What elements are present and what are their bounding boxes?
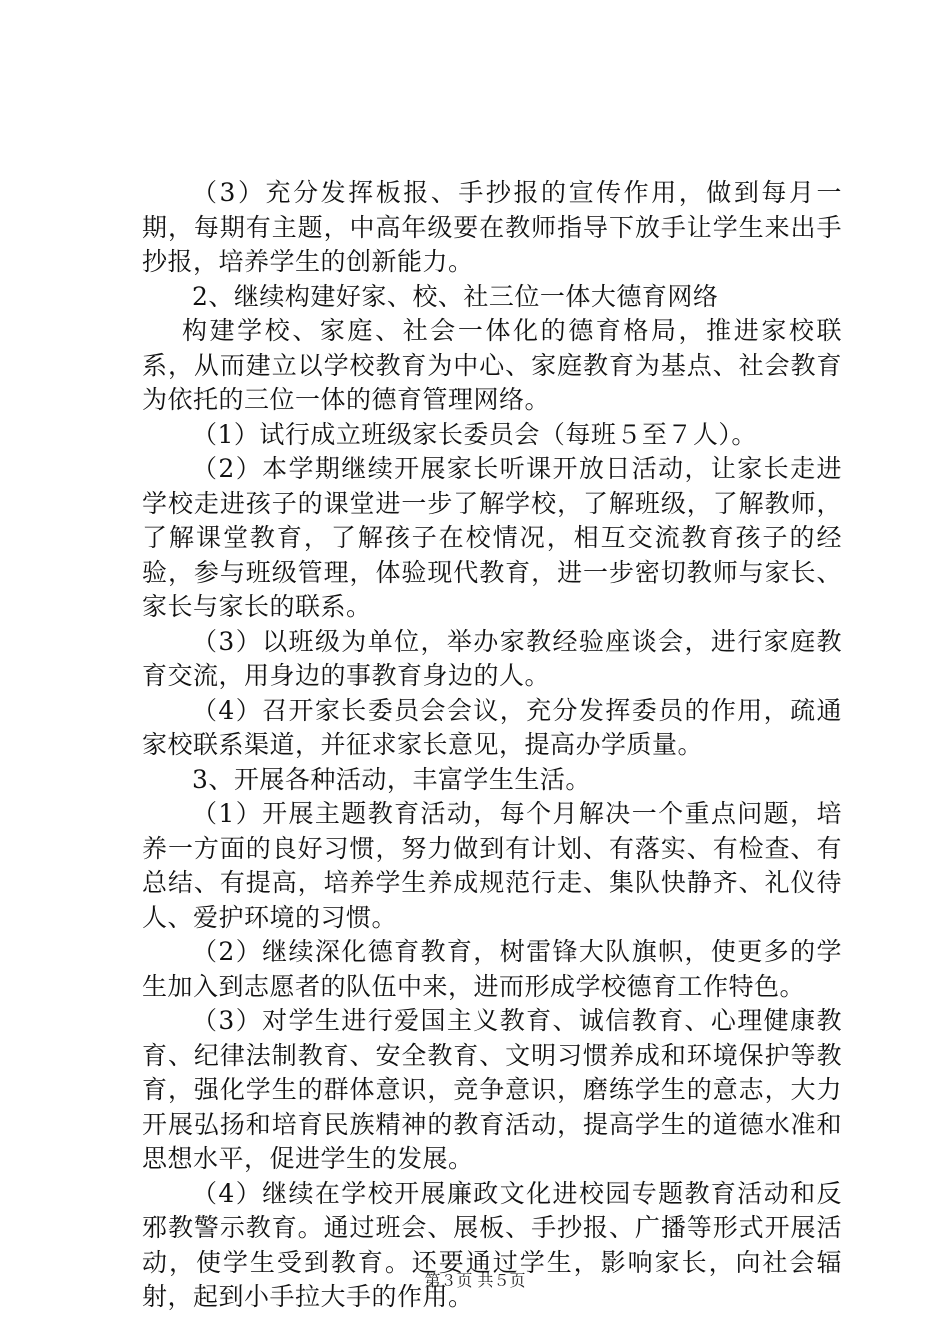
paragraph-item-4-integrity: （4）继续在学校开展廉政文化进校园专题教育活动和反邪教警示教育。通过班会、展板、手抄报、广播等形式开展活动，使学生受到教育。还要通过学生，影响家长，向社会辐射，起到小手拉大手的作用。 — [142, 1178, 842, 1311]
paragraph-item-2-moral: （2）继续深化德育教育，树雷锋大队旗帜，使更多的学生加入到志愿者的队伍中来，进而形成学校德育工作特色。 — [142, 937, 842, 1001]
paragraph-item-4-meeting: （4）召开家长委员会会议，充分发挥委员的作用，疏通家校联系渠道，并征求家长意见，提高办学质量。 — [142, 695, 842, 759]
paragraph-item-1-theme: （1）开展主题教育活动，每个月解决一个重点问题，培养一方面的良好习惯，努力做到有计划、有落实、有检查、有总结、有提高，培养学生养成规范行走、集队快静齐、礼仪待人、爱护环境的习惯。 — [142, 799, 842, 932]
paragraph-item-3-patriotism: （3）对学生进行爱国主义教育、诚信教育、心理健康教育、纪律法制教育、安全教育、文明习惯养成和环境保护等教育，强化学生的群体意识，竞争意识，磨练学生的意志，大力开展弘扬和培育民族精神的教育活动，提高学生的道德水准和思想水平，促进学生的发展。 — [142, 1006, 842, 1173]
paragraph-network-intro: 构建学校、家庭、社会一体化的德育格局，推进家校联系，从而建立以学校教育为中心、家庭教育为基点、社会教育为依托的三位一体的德育管理网络。 — [142, 316, 842, 414]
paragraph-item-1-committee: （1）试行成立班级家长委员会（每班５至７人）。 — [192, 419, 757, 449]
document-body — [142, 176, 842, 1315]
section-heading-2: 2、继续构建好家、校、社三位一体大德育网络 — [192, 281, 719, 311]
paragraph-item-3-forum: （3）以班级为单位，举办家教经验座谈会，进行家庭教育交流，用身边的事教育身边的人。 — [142, 626, 842, 690]
section-heading-3: 3、开展各种活动，丰富学生生活。 — [192, 764, 591, 794]
paragraph-item-2-open-day: （2）本学期继续开展家长听课开放日活动，让家长走进学校走进孩子的课堂进一步了解学校，了解班级，了解教师，了解课堂教育，了解孩子在校情况，相互交流教育孩子的经验，参与班级管理，体验现代教育，进一步密切教师与家长、家长与家长的联系。 — [142, 454, 842, 621]
page-number-footer: 第３页 共５页 — [424, 1271, 526, 1290]
paragraph-item-3-bulletin: （3）充分发挥板报、手抄报的宣传作用，做到每月一期，每期有主题，中高年级要在教师指导下放手让学生来出手抄报，培养学生的创新能力。 — [142, 178, 842, 276]
